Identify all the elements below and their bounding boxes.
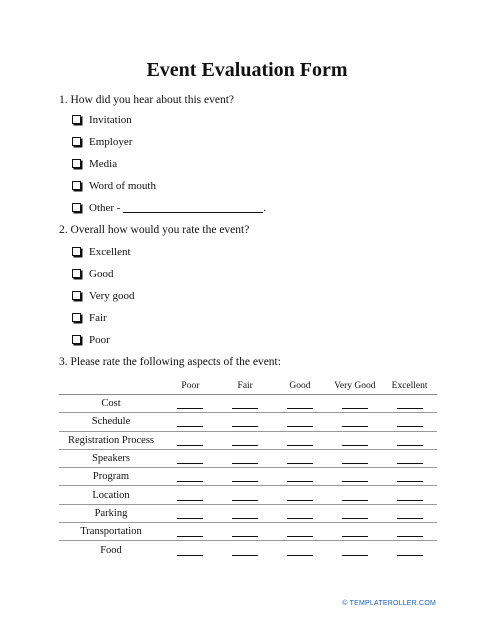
rating-blank-field[interactable] bbox=[232, 437, 258, 446]
rating-cell bbox=[273, 541, 328, 559]
rating-blank-field[interactable] bbox=[397, 510, 423, 519]
table-row bbox=[59, 468, 437, 486]
aspect-label: Schedule bbox=[59, 413, 163, 431]
table-row bbox=[59, 523, 437, 541]
rating-cell bbox=[218, 449, 273, 467]
option-word-of-mouth[interactable] bbox=[72, 179, 156, 193]
rating-blank-field[interactable] bbox=[342, 547, 368, 556]
column-header-excellent: Excellent bbox=[382, 377, 437, 395]
rating-blank-field[interactable] bbox=[342, 455, 368, 464]
table-row bbox=[59, 431, 437, 449]
rating-blank-field[interactable] bbox=[287, 455, 313, 464]
rating-blank-field[interactable] bbox=[177, 473, 203, 482]
column-header-very-good: Very Good bbox=[327, 377, 382, 395]
checkbox-icon[interactable] bbox=[72, 159, 81, 168]
rating-blank-field[interactable] bbox=[342, 528, 368, 537]
aspect-label: Food bbox=[100, 544, 122, 556]
column-header-good: Good bbox=[273, 377, 328, 395]
rating-cell bbox=[163, 413, 218, 431]
option-label: Poor bbox=[89, 334, 110, 346]
rating-cell bbox=[382, 541, 437, 559]
option-label: Good bbox=[89, 268, 114, 280]
rating-blank-field[interactable] bbox=[397, 473, 423, 482]
rating-blank-field[interactable] bbox=[232, 473, 258, 482]
rating-blank-field[interactable] bbox=[397, 547, 423, 556]
rating-cell bbox=[382, 449, 437, 467]
rating-blank-field[interactable] bbox=[287, 528, 313, 537]
checkbox-icon[interactable] bbox=[72, 137, 81, 146]
table-row bbox=[59, 449, 437, 467]
checkbox-icon[interactable] bbox=[72, 313, 81, 322]
checkbox-icon[interactable] bbox=[72, 181, 81, 190]
rating-blank-field[interactable] bbox=[177, 547, 203, 556]
rating-cell bbox=[218, 486, 273, 504]
rating-blank-field[interactable] bbox=[397, 418, 423, 427]
option-label: Other - bbox=[89, 202, 121, 214]
aspect-label: Registration Process bbox=[59, 431, 163, 449]
rating-blank-field[interactable] bbox=[342, 473, 368, 482]
option-label: Excellent bbox=[89, 246, 131, 258]
rating-blank-field[interactable] bbox=[287, 400, 313, 409]
rating-blank-field[interactable] bbox=[177, 492, 203, 501]
rating-blank-field[interactable] bbox=[232, 400, 258, 409]
question-2: 2. Overall how would you rate the event? bbox=[59, 224, 250, 236]
aspect-label: Parking bbox=[59, 504, 163, 522]
checkbox-icon[interactable] bbox=[72, 203, 81, 212]
rating-cell bbox=[327, 431, 382, 449]
rating-cell bbox=[218, 431, 273, 449]
rating-cell bbox=[218, 413, 273, 431]
aspect-column-header bbox=[59, 377, 163, 395]
rating-blank-field[interactable] bbox=[177, 418, 203, 427]
rating-blank-field[interactable] bbox=[177, 437, 203, 446]
rating-cell bbox=[382, 431, 437, 449]
rating-cell bbox=[163, 504, 218, 522]
rating-blank-field[interactable] bbox=[232, 528, 258, 537]
rating-blank-field[interactable] bbox=[342, 437, 368, 446]
other-field-period: . bbox=[263, 202, 266, 214]
rating-blank-field[interactable] bbox=[397, 455, 423, 464]
footer-watermark: © TEMPLATEROLLER.COM bbox=[342, 600, 436, 607]
checkbox-icon[interactable] bbox=[72, 291, 81, 300]
rating-cell bbox=[163, 468, 218, 486]
rating-cell bbox=[163, 395, 218, 413]
rating-cell bbox=[327, 395, 382, 413]
option-poor[interactable] bbox=[72, 333, 110, 347]
rating-cell bbox=[163, 486, 218, 504]
rating-blank-field[interactable] bbox=[177, 510, 203, 519]
rating-blank-field[interactable] bbox=[177, 455, 203, 464]
other-text-field[interactable] bbox=[123, 202, 263, 213]
question-1: 1. How did you hear about this event? bbox=[59, 94, 235, 106]
rating-table-body bbox=[59, 395, 437, 559]
rating-blank-field[interactable] bbox=[232, 455, 258, 464]
rating-blank-field[interactable] bbox=[232, 418, 258, 427]
rating-blank-field[interactable] bbox=[342, 418, 368, 427]
option-media[interactable] bbox=[72, 157, 117, 171]
rating-blank-field[interactable] bbox=[287, 547, 313, 556]
aspect-label: Transportation bbox=[59, 523, 163, 541]
option-label: Media bbox=[89, 158, 118, 170]
rating-blank-field[interactable] bbox=[177, 528, 203, 537]
option-very-good[interactable] bbox=[72, 289, 135, 303]
rating-cell bbox=[327, 504, 382, 522]
option-good[interactable] bbox=[72, 267, 113, 281]
rating-cell bbox=[273, 523, 328, 541]
rating-blank-field[interactable] bbox=[287, 473, 313, 482]
rating-cell bbox=[327, 413, 382, 431]
rating-blank-field[interactable] bbox=[342, 492, 368, 501]
table-row bbox=[59, 541, 437, 559]
rating-cell bbox=[218, 468, 273, 486]
rating-cell bbox=[218, 523, 273, 541]
rating-cell bbox=[273, 413, 328, 431]
rating-cell bbox=[382, 523, 437, 541]
table-row bbox=[59, 486, 437, 504]
option-fair[interactable] bbox=[72, 311, 107, 325]
rating-cell bbox=[163, 449, 218, 467]
table-row bbox=[59, 413, 437, 431]
rating-cell bbox=[382, 468, 437, 486]
rating-cell bbox=[218, 395, 273, 413]
aspect-label: Program bbox=[59, 468, 163, 486]
rating-cell bbox=[382, 395, 437, 413]
aspect-label: Cost bbox=[59, 395, 163, 413]
rating-blank-field[interactable] bbox=[232, 492, 258, 501]
rating-blank-field[interactable] bbox=[232, 547, 258, 556]
rating-cell bbox=[273, 431, 328, 449]
rating-blank-field[interactable] bbox=[342, 510, 368, 519]
rating-cell bbox=[327, 468, 382, 486]
column-header-poor: Poor bbox=[163, 377, 218, 395]
form-title: Event Evaluation Form bbox=[146, 59, 348, 81]
rating-blank-field[interactable] bbox=[397, 528, 423, 537]
aspect-label: Speakers bbox=[59, 449, 163, 467]
rating-blank-field[interactable] bbox=[397, 400, 423, 409]
checkbox-icon[interactable] bbox=[72, 269, 81, 278]
rating-cell bbox=[382, 413, 437, 431]
option-label: Word of mouth bbox=[89, 180, 156, 192]
rating-cell bbox=[273, 468, 328, 486]
rating-cell bbox=[327, 449, 382, 467]
rating-blank-field[interactable] bbox=[342, 400, 368, 409]
rating-cell bbox=[218, 504, 273, 522]
rating-cell bbox=[218, 541, 273, 559]
rating-blank-field[interactable] bbox=[177, 400, 203, 409]
table-row bbox=[59, 504, 437, 522]
rating-blank-field[interactable] bbox=[232, 510, 258, 519]
rating-blank-field[interactable] bbox=[287, 510, 313, 519]
checkbox-icon[interactable] bbox=[72, 115, 81, 124]
rating-cell bbox=[273, 504, 328, 522]
rating-cell bbox=[163, 541, 218, 559]
rating-cell bbox=[327, 523, 382, 541]
column-header-fair: Fair bbox=[218, 377, 273, 395]
option-other[interactable] bbox=[72, 201, 266, 215]
option-label: Employer bbox=[89, 136, 133, 148]
rating-cell bbox=[382, 486, 437, 504]
rating-blank-field[interactable] bbox=[397, 437, 423, 446]
rating-cell bbox=[382, 504, 437, 522]
rating-blank-field[interactable] bbox=[287, 437, 313, 446]
rating-blank-field[interactable] bbox=[397, 492, 423, 501]
question-3: 3. Please rate the following aspects of the event: bbox=[59, 356, 281, 368]
rating-cell bbox=[163, 431, 218, 449]
checkbox-icon[interactable] bbox=[72, 247, 81, 256]
aspect-label: Location bbox=[59, 486, 163, 504]
rating-cell bbox=[163, 523, 218, 541]
option-employer[interactable] bbox=[72, 135, 132, 149]
table-row bbox=[59, 395, 437, 413]
rating-blank-field[interactable] bbox=[287, 418, 313, 427]
rating-cell bbox=[273, 449, 328, 467]
rating-cell bbox=[273, 486, 328, 504]
rating-cell bbox=[327, 541, 382, 559]
rating-blank-field[interactable] bbox=[287, 492, 313, 501]
rating-cell bbox=[273, 395, 328, 413]
option-label: Fair bbox=[89, 312, 107, 324]
option-label: Very good bbox=[89, 290, 135, 302]
rating-table-header bbox=[59, 377, 437, 395]
option-label: Invitation bbox=[89, 114, 132, 126]
option-excellent[interactable] bbox=[72, 245, 131, 259]
option-invitation[interactable] bbox=[72, 113, 132, 127]
rating-cell bbox=[327, 486, 382, 504]
rating-table bbox=[59, 377, 437, 559]
checkbox-icon[interactable] bbox=[72, 335, 81, 344]
